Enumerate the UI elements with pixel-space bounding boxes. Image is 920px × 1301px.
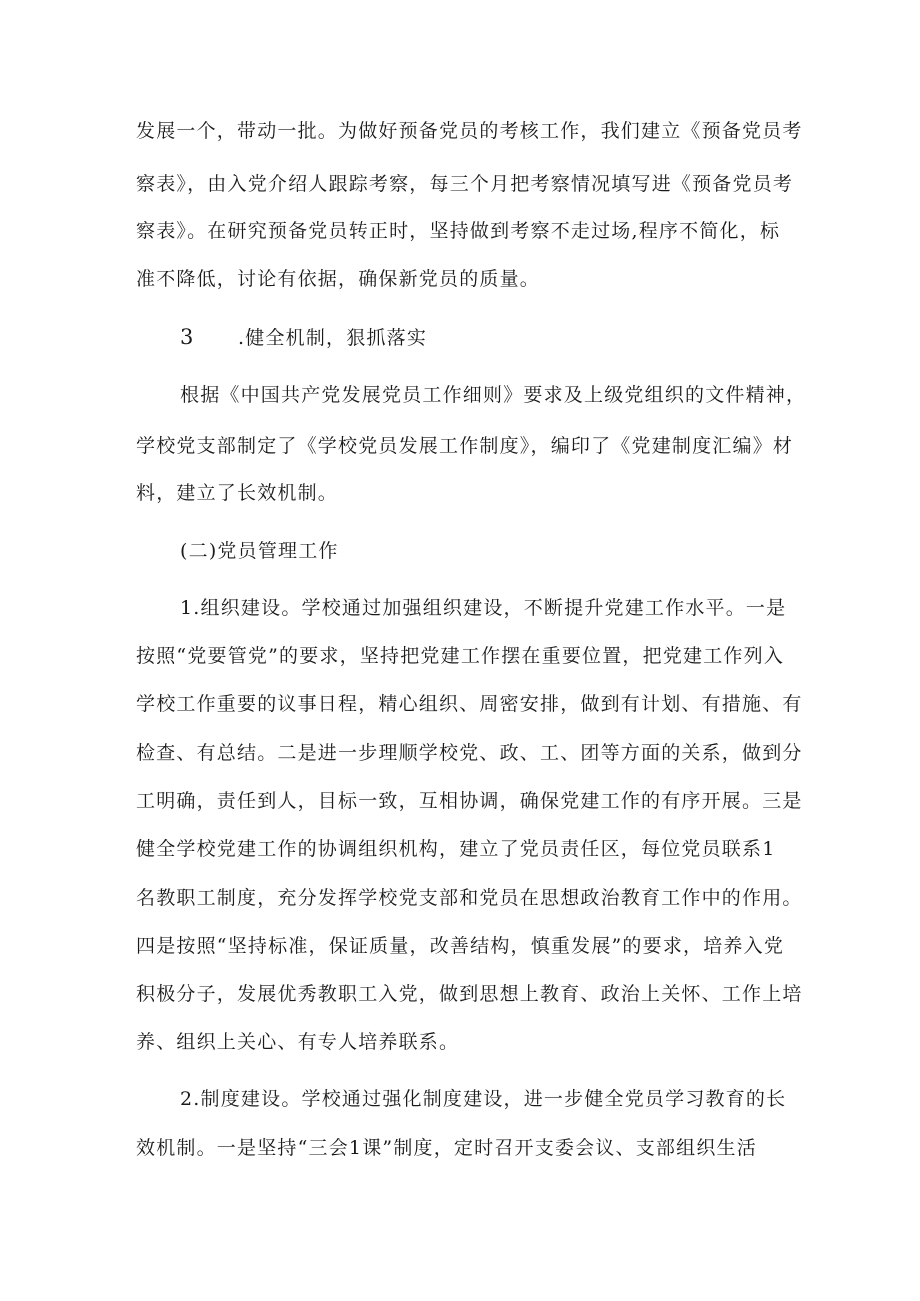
numbered-heading xyxy=(180,324,427,351)
paragraph-line: 2.制度建设。学校通过强化制度建设，进一步健全党员学习教育的长 xyxy=(180,1088,787,1110)
paragraph-line: 察表》。在研究预备党员转正时，坚持做到考察不走过场,程序不简化，标 xyxy=(136,220,781,242)
heading-number: 3 xyxy=(180,325,195,349)
paragraph-line: 学校党支部制定了《学校党员发展工作制度》，编印了《党建制度汇编》材 xyxy=(136,435,794,457)
paragraph-line: 工明确，责任到人，目标一致，互相协调，确保党建工作的有序开展。三是 xyxy=(136,790,803,812)
paragraph-line: 检查、有总结。二是进一步理顺学校党、政、工、团等方面的关系，做到分 xyxy=(136,742,803,764)
heading-text: .健全机制，狠抓落实 xyxy=(238,327,428,349)
paragraph-line: 料，建立了长效机制。 xyxy=(136,482,339,504)
paragraph-line: 积极分子，发展优秀教职工入党，做到思想上教育、政治上关怀、工作上培 xyxy=(136,983,803,1005)
paragraph-line: 名教职工制度，充分发挥学校党支部和党员在思想政治教育工作中的作用。 xyxy=(136,887,803,909)
paragraph-line: 察表》，由入党介绍人跟踪考察，每三个月把考察情况填写进《预备党员考 xyxy=(136,173,794,195)
paragraph-line: 根据《中国共产党发展党员工作细则》要求及上级党组织的文件精神， xyxy=(180,384,807,406)
section-heading: (二)党员管理工作 xyxy=(180,540,339,562)
paragraph-line: 按照“党要管党”的要求，坚持把党建工作摆在重要位置，把党建工作列入 xyxy=(136,645,785,667)
paragraph-line: 发展一个，带动一批。为做好预备党员的考核工作，我们建立《预备党员考 xyxy=(136,120,803,142)
paragraph-line: 准不降低，讨论有依据，确保新党员的质量。 xyxy=(136,268,541,290)
paragraph-line: 四是按照“坚持标准，保证质量，改善结构，慎重发展”的要求，培养入党 xyxy=(136,935,785,957)
paragraph-line: 养、组织上关心、有专人培养联系。 xyxy=(136,1031,460,1053)
paragraph-line: 效机制。一是坚持“三会1课”制度，定时召开支委会议、支部组织生活 xyxy=(136,1137,757,1159)
paragraph-line: 学校工作重要的议事日程，精心组织、周密安排，做到有计划、有措施、有 xyxy=(136,693,803,715)
paragraph-line: 健全学校党建工作的协调组织机构，建立了党员责任区，每位党员联系1 xyxy=(136,838,776,860)
paragraph-line: 1.组织建设。学校通过加强组织建设，不断提升党建工作水平。一是 xyxy=(180,597,787,619)
